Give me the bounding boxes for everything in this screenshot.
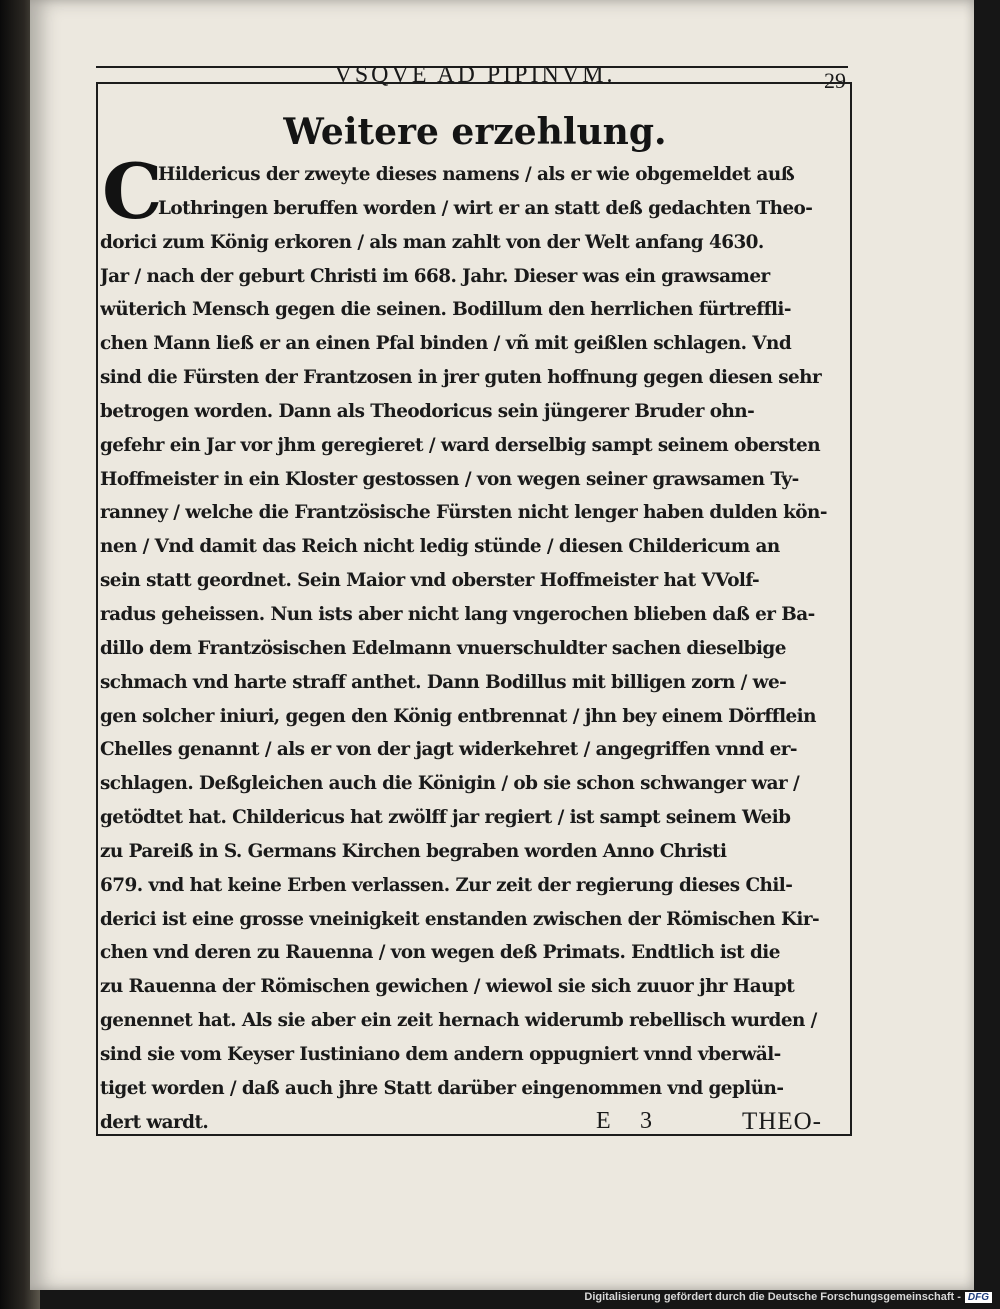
text-line: genennet hat. Als sie aber ein zeit hernach widerumb rebellisch wurden / [100, 1010, 817, 1032]
footer-text: Digitalisierung gefördert durch die Deutsche Forschungsgemeinschaft - [584, 1291, 961, 1303]
text-line: schmach vnd harte straff anthet. Dann Bodillus mit billigen zorn / we- [100, 671, 787, 693]
text-line: wüterich Mensch gegen die seinen. Bodillum den herrlichen fürtreffli- [100, 299, 791, 321]
text-line: tiget worden / daß auch jhre Statt darüber eingenommen vnd geplün- [100, 1077, 784, 1099]
text-line: getödtet hat. Childericus hat zwölff jar regiert / ist sampt seinem Weib [100, 807, 791, 829]
text-line: sein statt geordnet. Sein Maior vnd oberster Hoffmeister hat VVolf- [100, 570, 760, 592]
text-line: chen Mann ließ er an einen Pfal binden / vñ mit geißlen schlagen. Vnd [100, 333, 792, 355]
text-line: sind sie vom Keyser Iustiniano dem andern oppugniert vnnd vberwäl- [100, 1043, 781, 1065]
section-heading: Weitere erzehlung. [283, 111, 667, 153]
catchword: THEO- [742, 1108, 822, 1135]
text-line: chen vnd deren zu Rauenna / von wegen deß Primats. Endtlich ist die [100, 942, 780, 964]
text-line: nen / Vnd damit das Reich nicht ledig stünde / diesen Childericum an [100, 536, 780, 558]
text-line: zu Pareiß in S. Germans Kirchen begraben worden Anno Christi [100, 840, 727, 862]
text-line: Hoffmeister in ein Kloster gestossen / von wegen seiner grawsamen Ty- [100, 468, 799, 490]
text-line: Jar / nach der geburt Christi im 668. Jahr. Dieser was ein grawsamer [100, 265, 770, 287]
text-line: derici ist eine grosse vneinigkeit enstanden zwischen der Römischen Kir- [100, 908, 820, 930]
digitization-footer [584, 1291, 992, 1303]
dfg-logo: DFG [965, 1292, 992, 1303]
text-line: ranney / welche die Frantzösische Fürsten nicht lenger haben dulden kön- [100, 502, 827, 524]
text-line: sind die Fürsten der Frantzosen in jrer guten hoffnung gegen diesen sehr [100, 367, 822, 389]
text-line: dorici zum König erkoren / als man zahlt von der Welt anfang 4630. [100, 231, 764, 253]
text-line: gefehr ein Jar vor jhm geregieret / ward derselbig sampt seinem obersten [100, 434, 821, 456]
text-line: dillo dem Frantzösischen Edelmann vnuerschuldter sachen dieselbige [100, 637, 786, 659]
body-text [100, 147, 844, 1139]
signature-number: 3 [640, 1108, 653, 1134]
text-line: Lothringen beruffen worden / wirt er an statt deß gedachten Theo- [158, 197, 813, 219]
text-line: Hildericus der zweyte dieses namens / als er wie obgemeldet auß [158, 164, 795, 185]
text-line: Chelles genannt / als er von der jagt widerkehret / angegriffen vnnd er- [100, 739, 797, 761]
signature-mark: E [596, 1108, 612, 1134]
drop-capital: C [102, 147, 163, 236]
text-line: 679. vnd hat keine Erben verlassen. Zur zeit der regierung dieses Chil- [100, 874, 793, 896]
page-number: 29 [824, 68, 846, 93]
text-line: radus geheissen. Nun ists aber nicht lang vngerochen blieben daß er Ba- [100, 603, 815, 625]
text-line: zu Rauenna der Römischen gewichen / wiewol sie sich zuuor jhr Haupt [100, 976, 795, 998]
running-head: VSQVE AD PIPINVM. [334, 62, 616, 88]
text-line: dert wardt. [100, 1111, 209, 1133]
text-line: gen solcher iniuri, gegen den König entbrennat / jhn bey einem Dörfflein [100, 705, 816, 727]
text-line: schlagen. Deßgleichen auch die Königin / ob sie schon schwanger war / [100, 773, 800, 795]
text-line: betrogen worden. Dann als Theodoricus sein jüngerer Bruder ohn- [100, 400, 755, 422]
